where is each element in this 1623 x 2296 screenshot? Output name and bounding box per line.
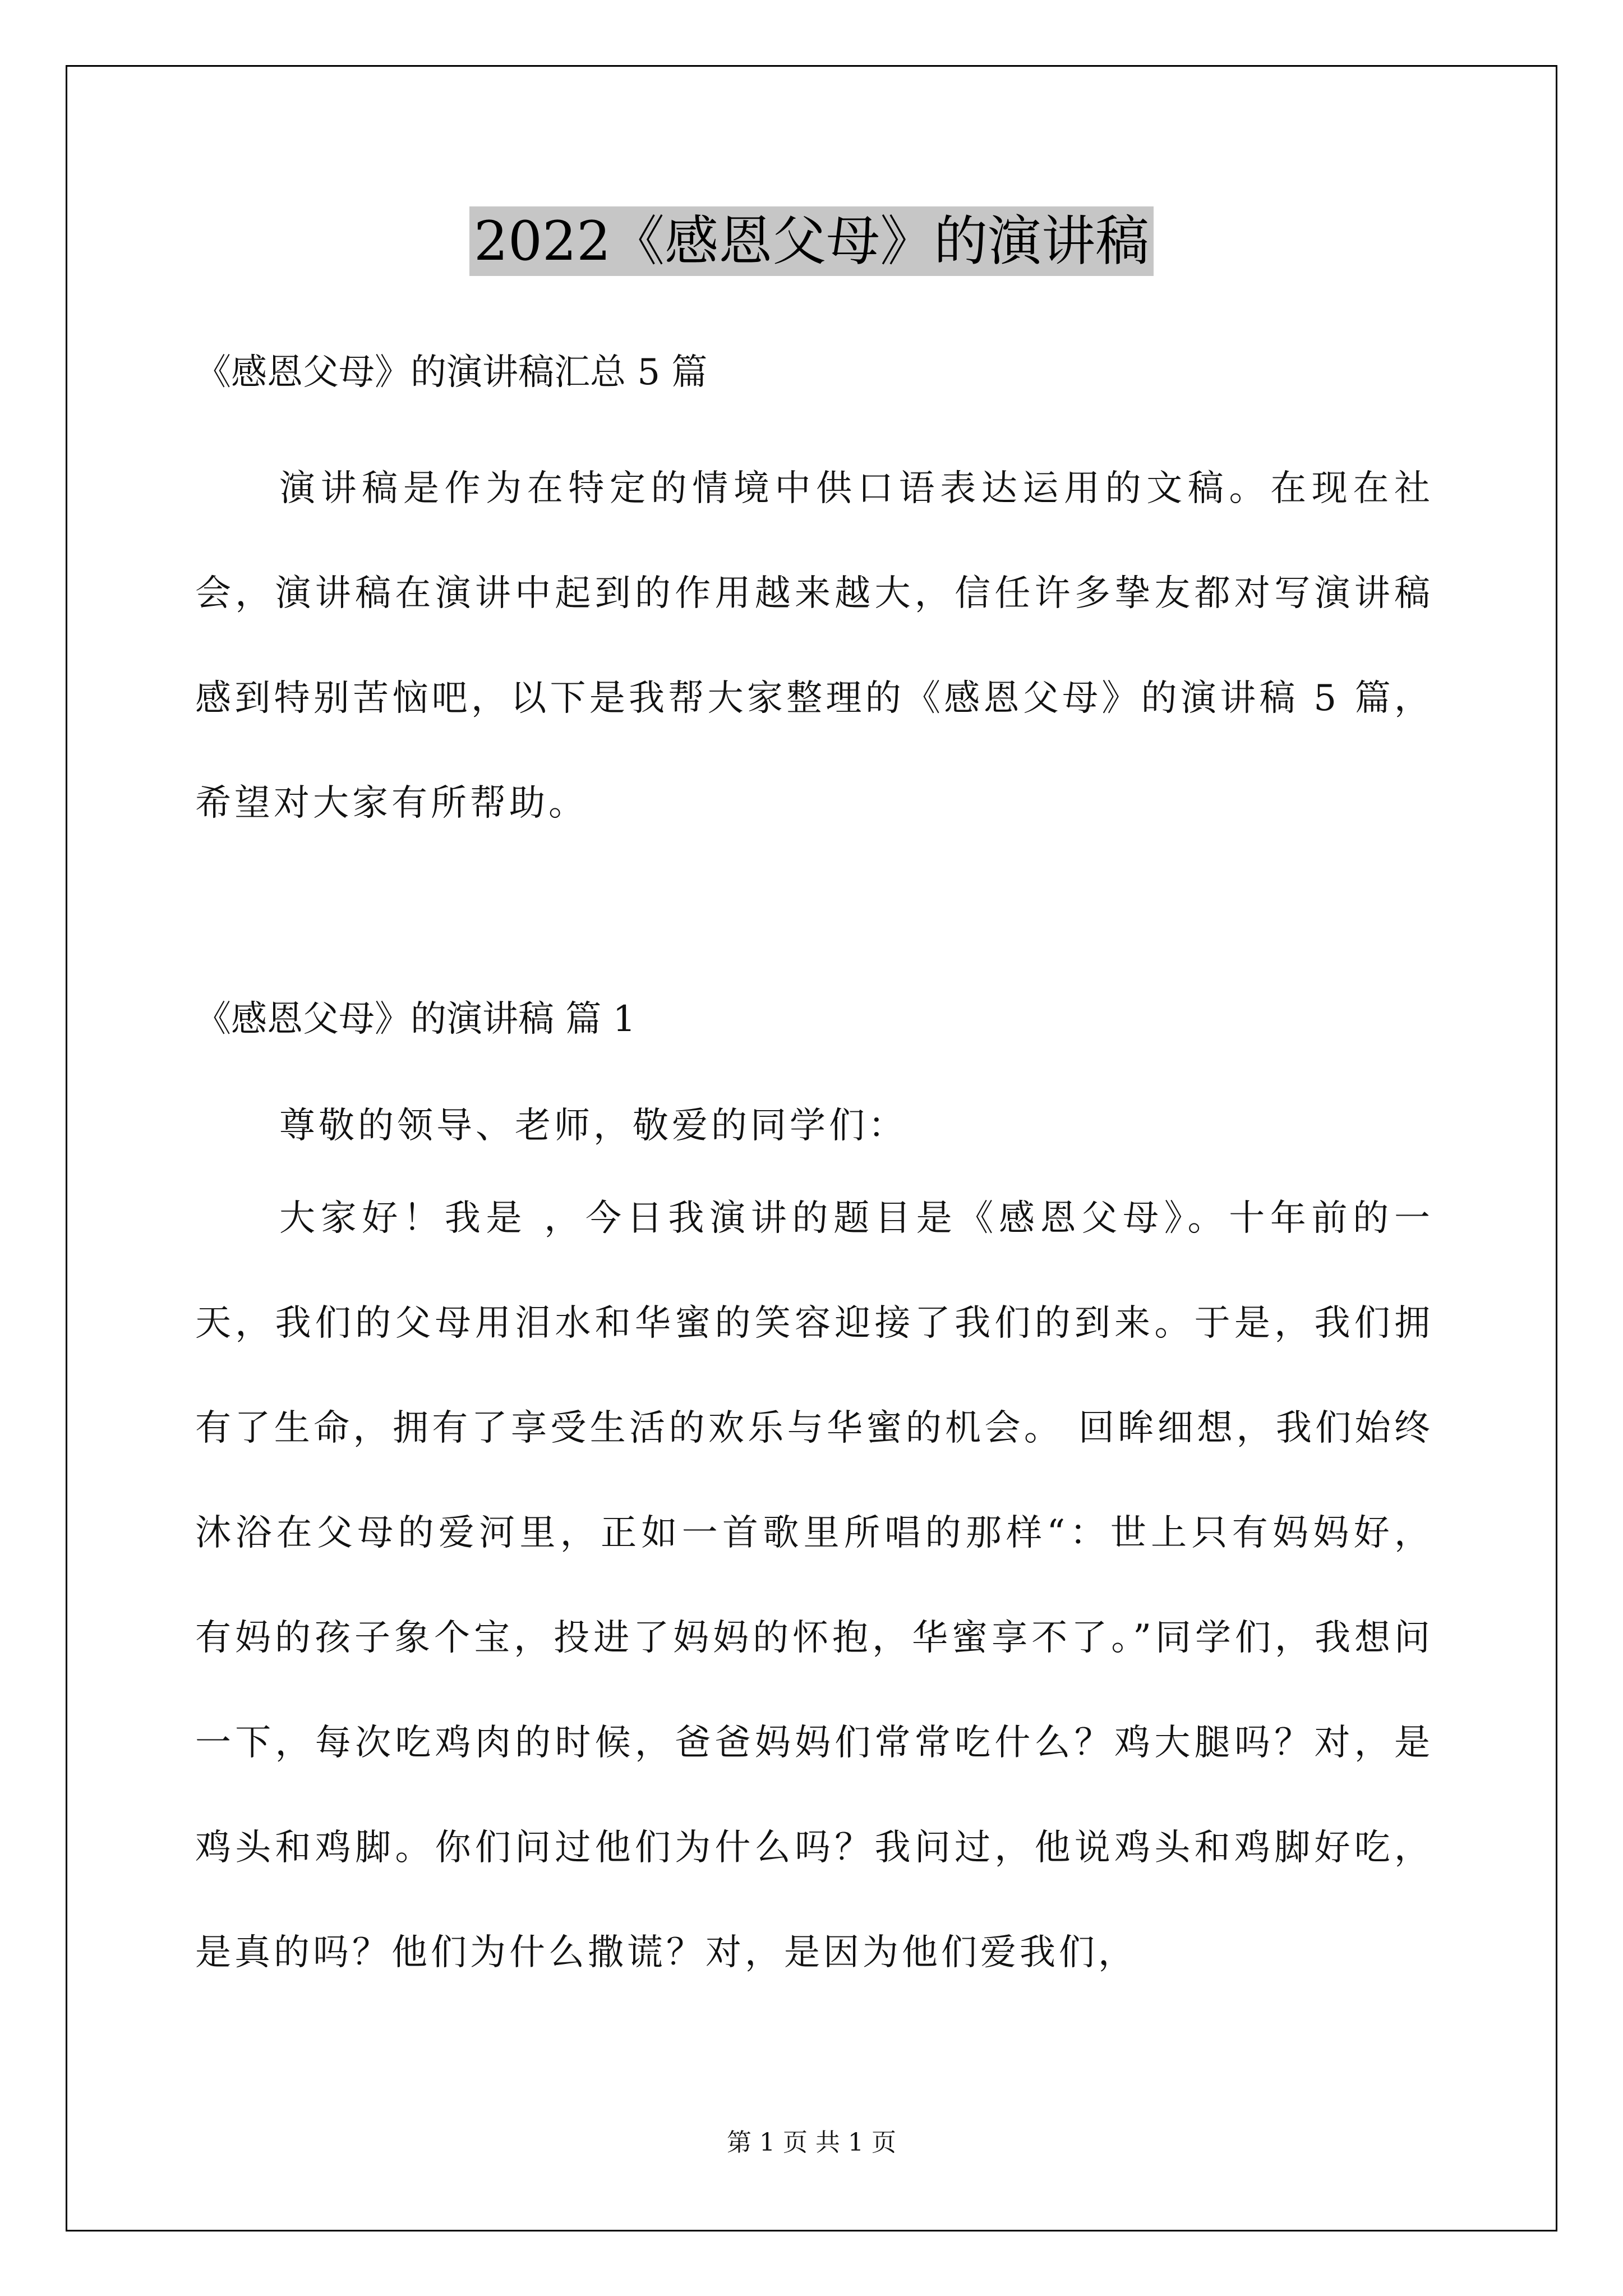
page-footer: 第 1 页 共 1 页: [727, 2128, 896, 2157]
greeting-line: 尊敬的领导、老师，敬爱的同学们：: [279, 1105, 907, 1147]
document-title: 2022《感恩父母》的演讲稿: [469, 206, 1154, 276]
document-subtitle: 《感恩父母》的演讲稿汇总 5 篇: [195, 352, 708, 393]
document-title-wrapper: [0, 206, 1623, 276]
intro-paragraph: 演讲稿是作为在特定的情境中供口语表达运用的文稿。在现在社会，演讲稿在演讲中起到的作用越来越大，信任许多挚友都对写演讲稿感到特别苦恼吧，以下是我帮大家整理的《感恩父母》的演讲稿 5 篇，希望对大家有所帮助。: [195, 468, 1433, 824]
body-paragraph: 大家好！我是 ，今日我演讲的题目是《感恩父母》。十年前的一天，我们的父母用泪水和华蜜的笑容迎接了我们的到来。于是，我们拥有了生命，拥有了享受生活的欢乐与华蜜的机会。 回眸细想，我们始终沐浴在父母的爱河里，正如一首歌里所唱的那样“：世上只有妈妈好，有妈的孩子象个宝，投进了妈妈的怀抱，华蜜享不了。”同学们，我想问一下，每次吃鸡肉的时候，爸爸妈妈们常常吃什么？鸡大腿吗？对，是鸡头和鸡脚。你们问过他们为什么吗？我问过，他说鸡头和鸡脚好吃，是真的吗？他们为什么撒谎？对，是因为他们爱我们，: [195, 1198, 1433, 1973]
section-heading: 《感恩父母》的演讲稿 篇 1: [195, 999, 636, 1040]
